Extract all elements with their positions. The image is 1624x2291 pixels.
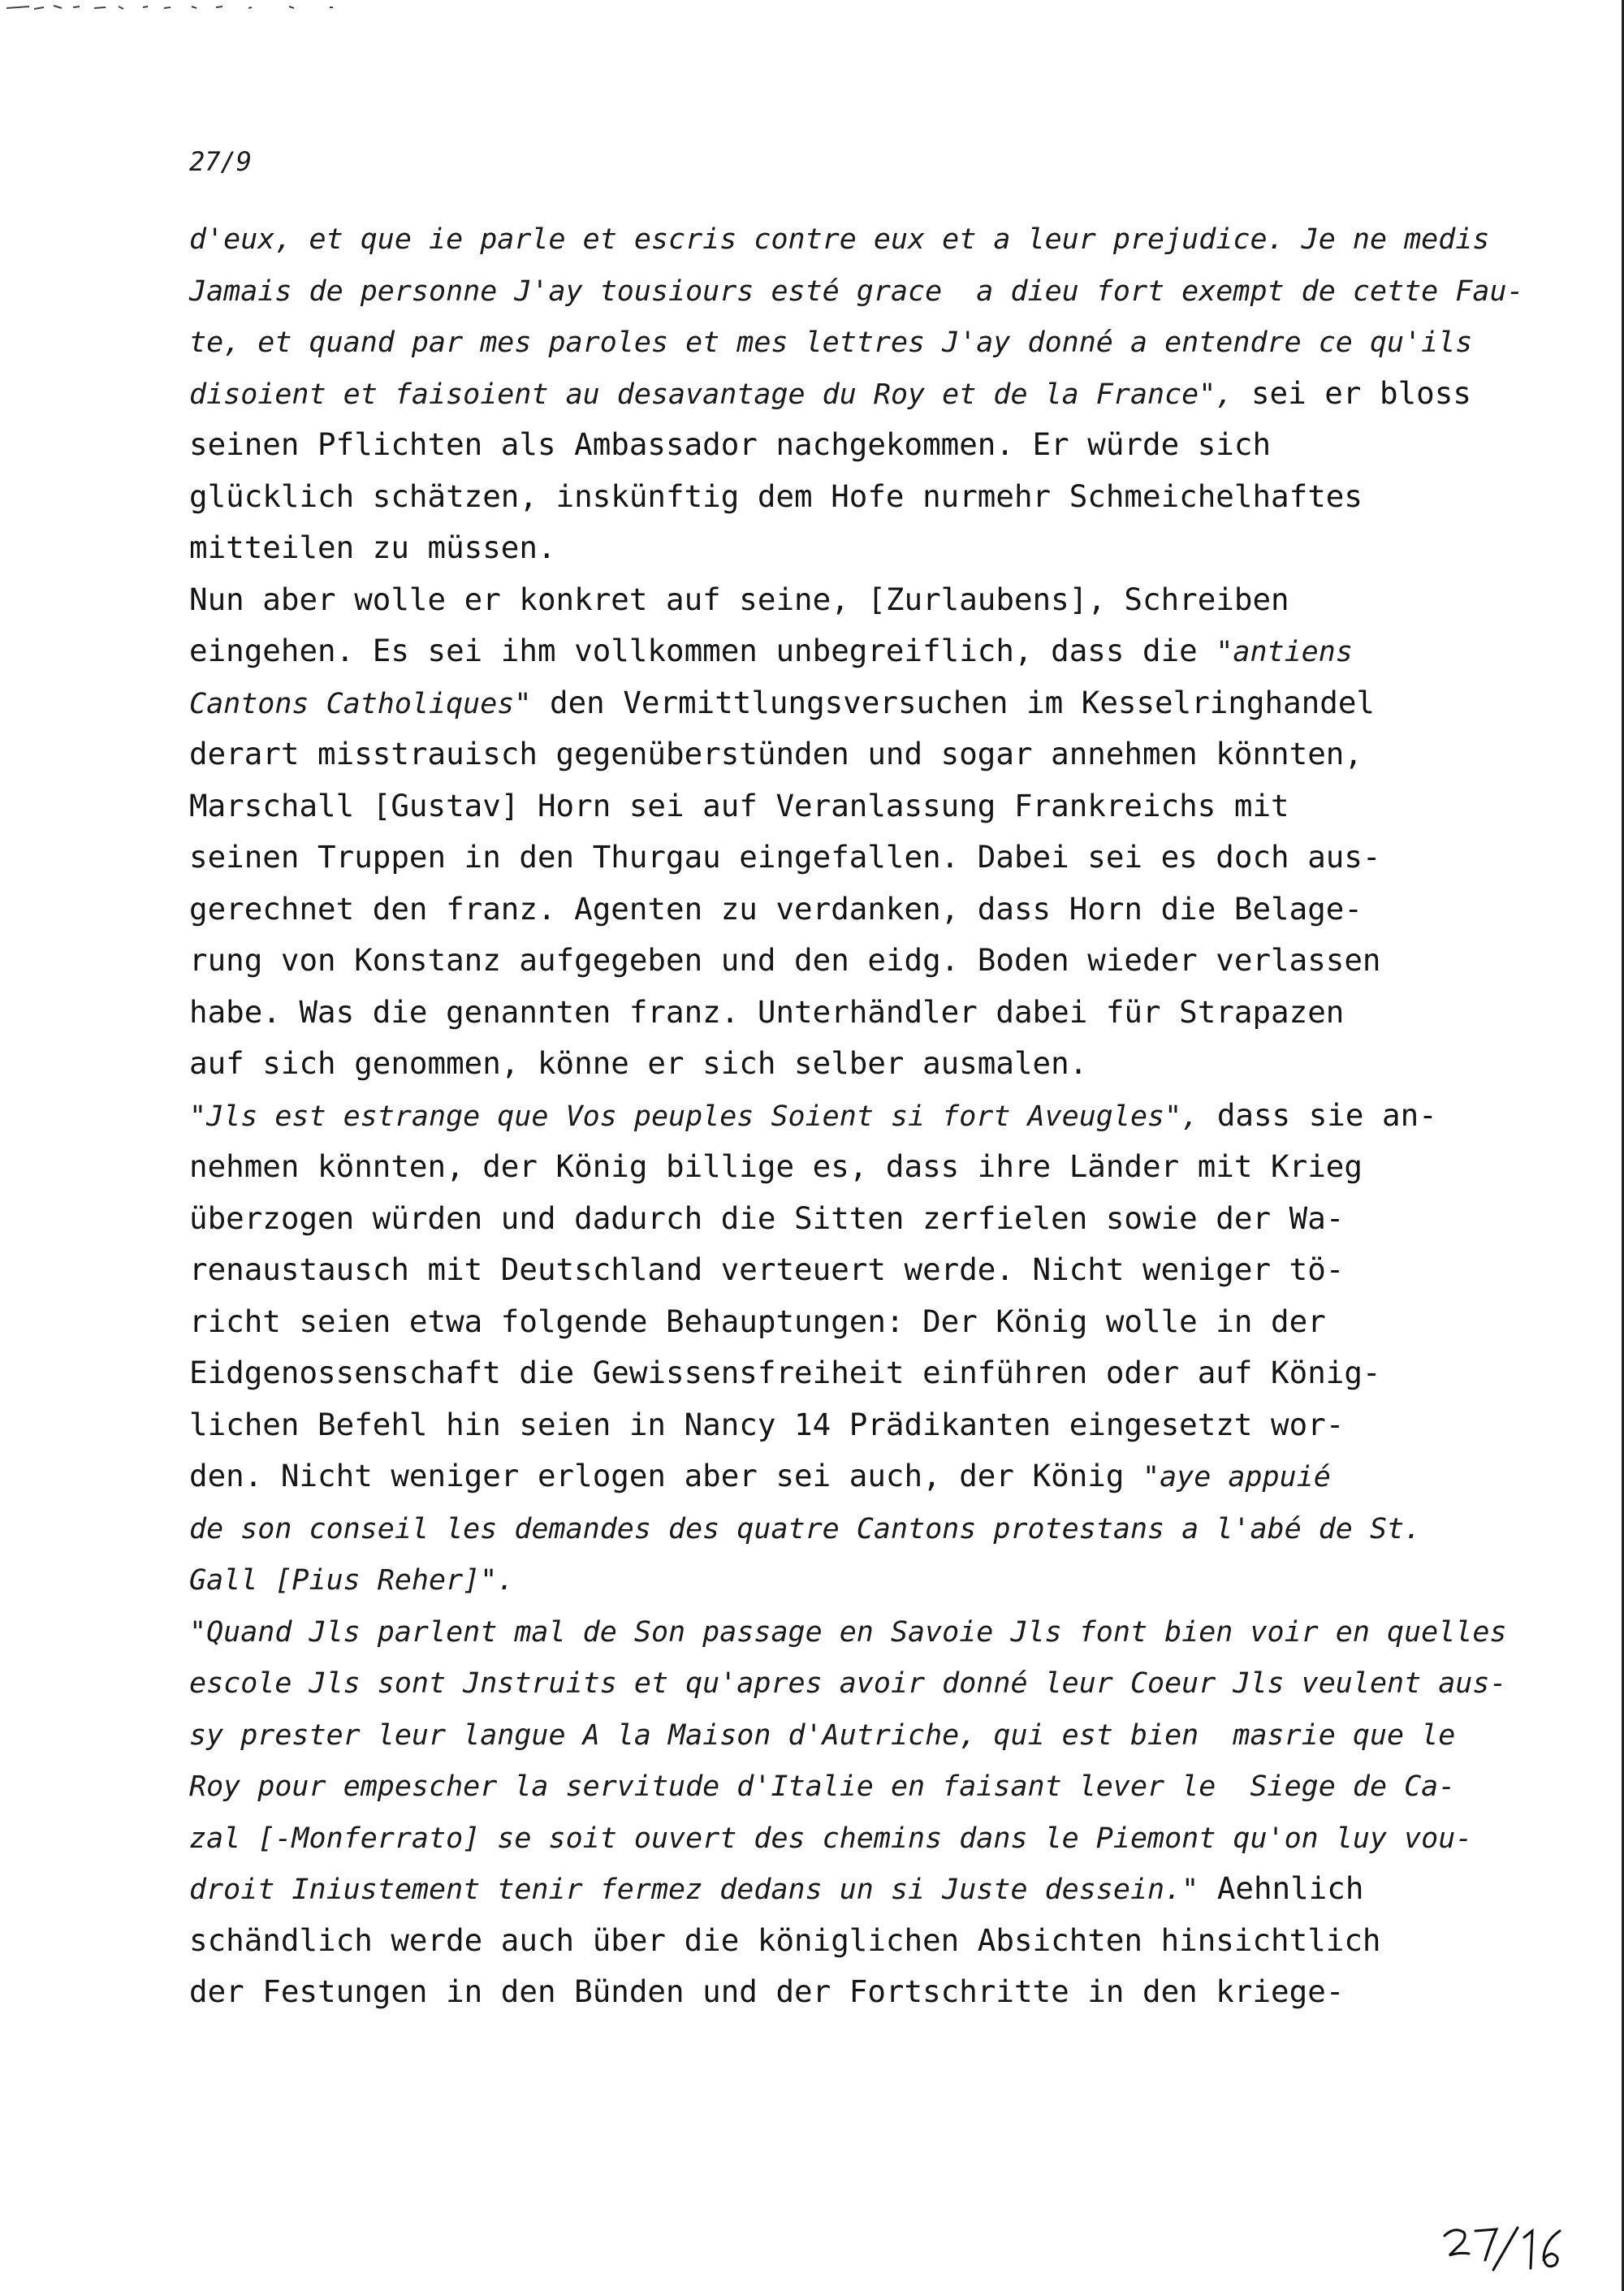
german-text: schändlich werde auch über die königlichen Absichten hinsichtlich [189, 1921, 1381, 1958]
text-line [189, 884, 1488, 936]
german-text: derart misstrauisch gegenüberstünden und sogar annehmen könnten, [189, 736, 1363, 772]
german-text: gerechnet den franz. Agenten zu verdanken, dass Horn die Belage- [189, 890, 1363, 927]
german-text: den. Nicht weniger erlogen aber sei auch, der König [189, 1458, 1142, 1493]
german-text: rung von Konstanz aufgegeben und den eidg. Boden wieder verlassen [189, 942, 1381, 978]
text-line [189, 316, 1488, 368]
german-text: glücklich schätzen, inskünftig dem Hofe nurmehr Schmeichelhaftes [189, 478, 1363, 514]
german-text: lichen Befehl hin seien in Nancy 14 Prädikanten eingesetzt wor- [189, 1406, 1345, 1442]
text-line [189, 574, 1488, 626]
body-text [189, 213, 1524, 2018]
text-line [189, 1347, 1488, 1399]
german-text: dass sie an- [1199, 1096, 1437, 1133]
quoted-french-text: Gall [Pius Reher]". [189, 1564, 515, 1597]
german-text: eingehen. Es sei ihm vollkommen unbegreiflich, dass die [189, 633, 1216, 668]
text-line [189, 1760, 1488, 1812]
text-line [189, 1450, 1488, 1502]
text-line [189, 368, 1488, 420]
text-line [189, 1554, 1488, 1606]
quoted-french-text: "Quand Jls parlent mal de Son passage en Savoie Jls font bien voir en quelles [189, 1615, 1507, 1649]
quoted-french-text: te, et quand par mes paroles et mes lettres J'ay donné a entendre ce qu'ils [189, 326, 1473, 359]
text-line [189, 1141, 1488, 1193]
text-line [189, 1193, 1488, 1245]
text-line [189, 1966, 1488, 2018]
text-line [189, 935, 1488, 987]
text-line [189, 1399, 1488, 1451]
text-line [189, 1502, 1488, 1554]
german-text: mitteilen zu müssen. [189, 530, 556, 565]
german-text: Marschall [Gustav] Horn sei auf Veranlassung Frankreichs mit [189, 787, 1289, 823]
german-text: Eidgenossenschaft die Gewissensfreiheit einführen oder auf König- [189, 1355, 1381, 1390]
german-text: sei er bloss [1233, 374, 1471, 411]
german-text: seinen Pflichten als Ambassador nachgekommen. Er würde sich [189, 426, 1272, 462]
text-line [189, 1090, 1488, 1142]
text-line [189, 1915, 1488, 1967]
quoted-french-text: disoient et faisoient au desavantage du Roy et de la France", [189, 378, 1233, 411]
text-line [189, 471, 1488, 523]
german-text: überzogen würden und dadurch die Sitten zerfielen sowie der Wa- [189, 1200, 1345, 1236]
text-line [189, 265, 1524, 317]
text-line [189, 419, 1488, 471]
page-number: 27/9 [189, 146, 253, 177]
text-line [189, 522, 1488, 574]
quoted-french-text: droit Iniustement tenir fermez dedans un si Juste dessein." [189, 1874, 1199, 1906]
text-line [189, 1812, 1488, 1864]
quoted-french-text: d'eux, et que ie parle et escris contre eux et a leur prejudice. Je ne medis [189, 223, 1490, 256]
quoted-french-text: Roy pour empescher la servitude d'Italie en faisant lever le Siege de Ca- [189, 1770, 1456, 1803]
quoted-french-text: Jamais de personne J'ay tousiours esté grace a dieu fort exempt de cette Fau- [189, 274, 1524, 308]
quoted-french-text: de son conseil les demandes des quatre Cantons protestans a l'abé de St. [189, 1512, 1422, 1545]
german-text: der Festungen in den Bünden und der Fortschritte in den kriege- [189, 1973, 1345, 2009]
german-text: Nun aber wolle er konkret auf seine, [Zurlaubens], Schreiben [189, 581, 1289, 617]
text-line [189, 728, 1488, 780]
text-line [189, 1863, 1488, 1915]
text-line [189, 213, 1488, 265]
text-line [189, 1038, 1488, 1090]
quoted-french-text: escole Jls sont Jnstruits et qu'apres avoir donné leur Coeur Jls veulent aus- [189, 1667, 1507, 1700]
text-line [189, 987, 1488, 1039]
quoted-french-text: "antiens [1216, 636, 1353, 668]
quoted-french-text: zal [-Monferrato] se soit ouvert des chemins dans le Piemont qu'on luy vou- [189, 1822, 1473, 1855]
scan-artifact-marks [5, 3, 387, 15]
text-line [189, 677, 1488, 729]
german-text: den Vermittlungsversuchen im Kesselringhandel [531, 684, 1375, 720]
text-line [189, 625, 1488, 677]
text-line [189, 1606, 1507, 1658]
quoted-french-text: "aye appuié [1142, 1461, 1331, 1493]
german-text: auf sich genommen, könne er sich selber ausmalen. [189, 1045, 1088, 1081]
german-text: richt seien etwa folgende Behauptungen: Der König wolle in der [189, 1303, 1326, 1339]
quoted-french-text: sy prester leur langue A la Maison d'Autriche, qui est bien masrie que le [189, 1718, 1456, 1752]
quoted-french-text: Cantons Catholiques" [189, 687, 532, 720]
german-text: Aehnlich [1199, 1870, 1364, 1906]
german-text: renaustausch mit Deutschland verteuert werde. Nicht weniger tö- [189, 1251, 1345, 1287]
text-line [189, 780, 1488, 832]
quoted-french-text: "Jls est estrange que Vos peuples Soient si fort Aveugles", [189, 1100, 1199, 1133]
german-text: nehmen könnten, der König billige es, dass ihre Länder mit Krieg [189, 1148, 1363, 1184]
german-text: habe. Was die genannten franz. Unterhändler dabei für Strapazen [189, 993, 1345, 1030]
text-line [189, 1296, 1488, 1348]
text-line [189, 1244, 1488, 1296]
handwritten-folio-number [1440, 2221, 1570, 2278]
german-text: seinen Truppen in den Thurgau eingefallen. Dabei sei es doch aus- [189, 839, 1381, 875]
text-line [189, 1709, 1488, 1761]
text-line [189, 1657, 1507, 1709]
text-line [189, 832, 1488, 884]
